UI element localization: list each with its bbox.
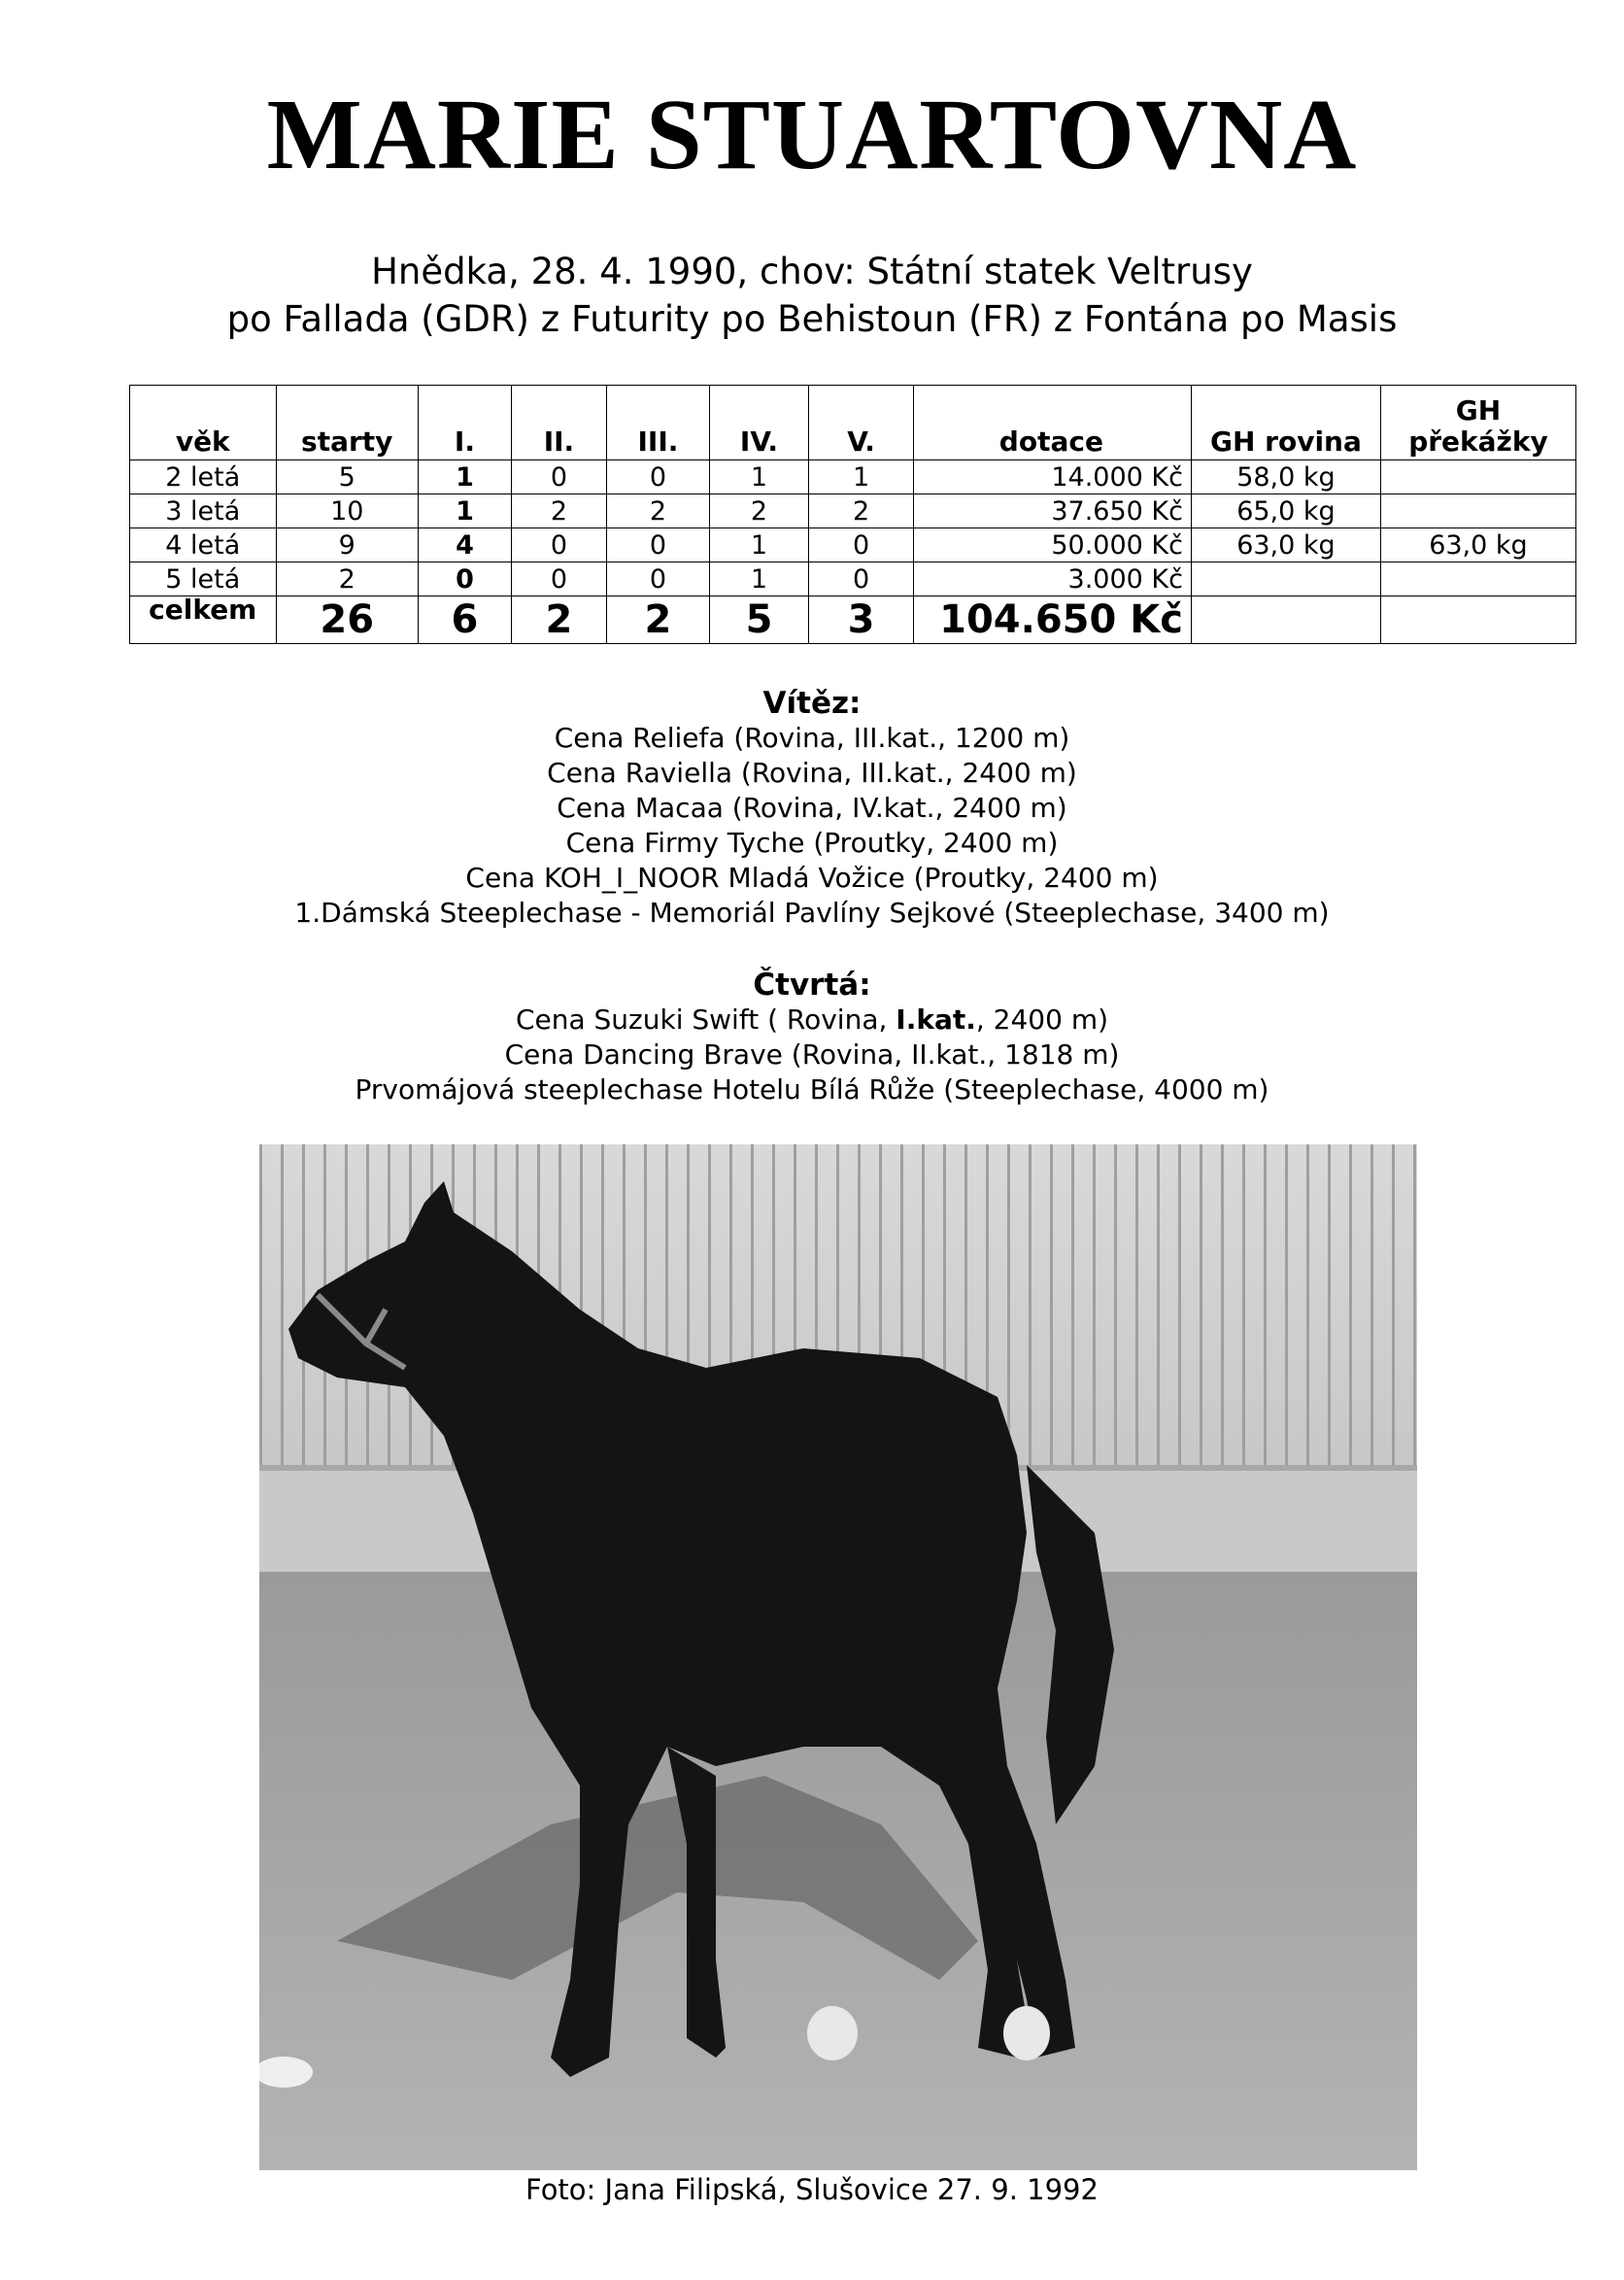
table-cell: 6 bbox=[418, 596, 511, 644]
column-header: starty bbox=[276, 386, 418, 460]
column-header: II. bbox=[511, 386, 606, 460]
table-cell: 0 bbox=[511, 528, 606, 562]
table-cell bbox=[1380, 562, 1575, 596]
column-header: I. bbox=[418, 386, 511, 460]
race-item: Cena Firmy Tyche (Proutky, 2400 m) bbox=[565, 827, 1059, 859]
race-item: 1.Dámská Steeplechase - Memoriál Pavlíny Sejkové (Steeplechase, 3400 m) bbox=[294, 897, 1330, 929]
table-cell: 0 bbox=[511, 460, 606, 494]
table-cell: 1 bbox=[709, 460, 808, 494]
table-cell: 58,0 kg bbox=[1191, 460, 1380, 494]
table-cell: 3.000 Kč bbox=[914, 562, 1192, 596]
table-cell: 3 bbox=[809, 596, 914, 644]
column-header: IV. bbox=[709, 386, 808, 460]
table-cell: 9 bbox=[276, 528, 418, 562]
photo-caption: Foto: Jana Filipská, Slušovice 27. 9. 1992 bbox=[525, 2173, 1099, 2206]
table-cell: 0 bbox=[418, 562, 511, 596]
table-cell: celkem bbox=[130, 596, 277, 644]
table-cell: 3 letá bbox=[130, 494, 277, 528]
table-cell: 37.650 Kč bbox=[914, 494, 1192, 528]
table-row bbox=[130, 494, 1576, 528]
fourth-heading: Čtvrtá: bbox=[753, 968, 871, 1003]
table-cell: 0 bbox=[606, 562, 709, 596]
race-statistics-table bbox=[129, 385, 1576, 644]
column-header: V. bbox=[809, 386, 914, 460]
column-header: GH rovina bbox=[1191, 386, 1380, 460]
column-header: III. bbox=[606, 386, 709, 460]
horse-description: Hnědka, 28. 4. 1990, chov: Státní statek Veltrusy bbox=[371, 251, 1253, 292]
column-header: věk bbox=[130, 386, 277, 460]
table-cell: 26 bbox=[276, 596, 418, 644]
table-cell: 4 bbox=[418, 528, 511, 562]
race-item: Cena Dancing Brave (Rovina, II.kat., 1818 m) bbox=[504, 1038, 1120, 1071]
race-text: , 2400 m) bbox=[975, 1004, 1109, 1036]
table-cell: 0 bbox=[606, 460, 709, 494]
table-cell: 10 bbox=[276, 494, 418, 528]
table-row bbox=[130, 562, 1576, 596]
horse-pedigree: po Fallada (GDR) z Futurity po Behistoun (FR) z Fontána po Masis bbox=[226, 298, 1398, 340]
table-cell: 5 bbox=[276, 460, 418, 494]
table-cell bbox=[1191, 562, 1380, 596]
horse-photo bbox=[259, 1144, 1417, 2170]
table-cell: 4 letá bbox=[130, 528, 277, 562]
column-header: GH překážky bbox=[1380, 386, 1575, 460]
table-cell: 50.000 Kč bbox=[914, 528, 1192, 562]
table-cell: 63,0 kg bbox=[1380, 528, 1575, 562]
table-cell: 5 letá bbox=[130, 562, 277, 596]
table-row bbox=[130, 528, 1576, 562]
race-category-bold: I.kat. bbox=[896, 1004, 976, 1036]
column-header: dotace bbox=[914, 386, 1192, 460]
winner-heading: Vítěz: bbox=[762, 686, 862, 721]
table-cell bbox=[1191, 596, 1380, 644]
table-cell: 1 bbox=[418, 460, 511, 494]
race-item: Cena Reliefa (Rovina, III.kat., 1200 m) bbox=[554, 722, 1070, 754]
table-cell: 2 letá bbox=[130, 460, 277, 494]
table-cell: 5 bbox=[709, 596, 808, 644]
table-cell: 0 bbox=[511, 562, 606, 596]
table-cell: 2 bbox=[606, 596, 709, 644]
table-cell: 2 bbox=[809, 494, 914, 528]
table-header-row bbox=[130, 386, 1576, 460]
table-cell: 2 bbox=[276, 562, 418, 596]
winner-section bbox=[0, 686, 1624, 931]
table-cell: 0 bbox=[606, 528, 709, 562]
table-cell: 0 bbox=[809, 528, 914, 562]
table-cell: 2 bbox=[511, 596, 606, 644]
race-item bbox=[0, 1003, 1624, 1038]
table-cell: 1 bbox=[418, 494, 511, 528]
table-row bbox=[130, 460, 1576, 494]
horse-white-sock bbox=[807, 2006, 858, 2060]
table-cell: 104.650 Kč bbox=[914, 596, 1192, 644]
fourth-place-section bbox=[0, 968, 1624, 1107]
race-item: Cena KOH_I_NOOR Mladá Vožice (Proutky, 2400 m) bbox=[465, 862, 1159, 894]
table-total-row bbox=[130, 596, 1576, 644]
table-cell: 1 bbox=[809, 460, 914, 494]
table-cell bbox=[1380, 494, 1575, 528]
race-text: Cena Suzuki Swift ( Rovina, bbox=[515, 1004, 897, 1036]
horse-photo-drawing bbox=[259, 1144, 1417, 2170]
horse-white-sock bbox=[1003, 2006, 1050, 2060]
page-title: MARIE STUARTOVNA bbox=[266, 79, 1358, 190]
table-cell: 65,0 kg bbox=[1191, 494, 1380, 528]
table-cell: 0 bbox=[809, 562, 914, 596]
table-cell bbox=[1380, 596, 1575, 644]
race-item: Cena Raviella (Rovina, III.kat., 2400 m) bbox=[547, 757, 1077, 789]
table-cell: 2 bbox=[709, 494, 808, 528]
table-cell bbox=[1380, 460, 1575, 494]
table-cell: 14.000 Kč bbox=[914, 460, 1192, 494]
race-item: Prvomájová steeplechase Hotelu Bílá Růže (Steeplechase, 4000 m) bbox=[355, 1073, 1269, 1106]
table-cell: 1 bbox=[709, 528, 808, 562]
table-cell: 63,0 kg bbox=[1191, 528, 1380, 562]
table-cell: 2 bbox=[606, 494, 709, 528]
race-item: Cena Macaa (Rovina, IV.kat., 2400 m) bbox=[557, 792, 1067, 824]
table-cell: 1 bbox=[709, 562, 808, 596]
table-cell: 2 bbox=[511, 494, 606, 528]
